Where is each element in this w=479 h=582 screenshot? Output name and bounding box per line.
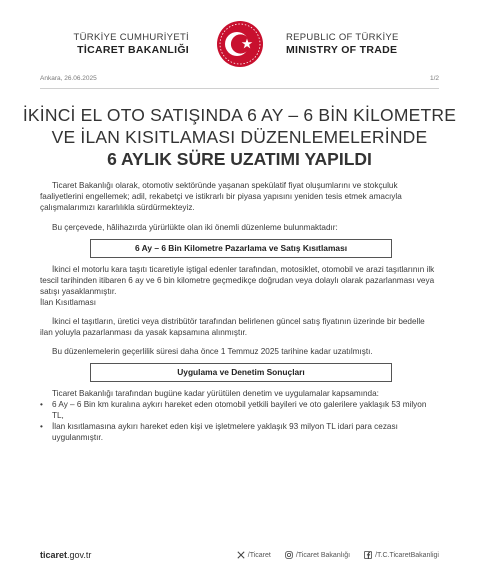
list-item	[40, 421, 439, 443]
social-links	[237, 551, 439, 559]
instagram-icon	[285, 551, 293, 559]
instagram-link[interactable]	[285, 551, 350, 559]
website-link[interactable]	[40, 550, 91, 560]
section-heading-restriction: 6 Ay – 6 Bin Kilometre Pazarlama ve Satış Kısıtlaması	[90, 239, 392, 258]
section-heading-enforcement: Uygulama ve Denetim Sonuçları	[90, 363, 392, 382]
page-number: 1/2	[429, 75, 439, 82]
document-meta	[40, 75, 439, 87]
letterhead-english	[286, 32, 399, 57]
facebook-icon	[364, 551, 372, 559]
crescent-star-emblem-icon	[216, 20, 264, 68]
enforcement-intro: Ticaret Bakanlığı tarafından bugüne kadar yürütülen denetim ve uygulamalar kapsamında:	[52, 389, 379, 398]
footer	[40, 548, 439, 564]
title-line-3: 6 AYLIK SÜRE UZATIMI YAPILDI	[107, 149, 372, 169]
header-divider	[40, 88, 439, 89]
website-domain-bold: ticaret	[40, 550, 68, 560]
ad-restriction-subheading: İlan Kısıtlaması	[40, 298, 96, 307]
letterhead	[0, 18, 479, 74]
bullet-text: 6 Ay – 6 Bin km kuralına aykırı hareket eden otomobil yetkili bayileri ve oto galerilere yaklaşık 53 milyon TL,	[52, 400, 427, 420]
bullet-text: İlan kısıtlamasına aykırı hareket eden kişi ve işletmelere yaklaşık 93 milyon TL idari para cezası uygulanmıştır.	[52, 422, 398, 442]
regulations-intro: Bu çerçevede, hâlihazırda yürürlükte olan iki önemli düzenleme bulunmaktadır:	[52, 223, 338, 232]
ministry-name-en: MINISTRY OF TRADE	[286, 44, 398, 56]
x-handle: /Ticaret	[247, 551, 271, 559]
ministry-name-tr: TİCARET BAKANLIĞI	[77, 44, 189, 56]
ad-restriction-paragraph: İkinci el taşıtların, üretici veya distribütör tarafından belirlenen güncel satış fiyatının üzerinde bir bedelle ilan yoluyla pazarlanması da yasak kapsamına alınmıştır.	[40, 317, 425, 337]
validity-paragraph: Bu düzenlemelerin geçerlilik süresi daha önce 1 Temmuz 2025 tarihine kadar uzatılmıştı.	[52, 347, 373, 356]
document-date: Ankara, 26.06.2025	[40, 75, 97, 82]
restriction-paragraph: İkinci el motorlu kara taşıtı ticaretiyle iştigal edenler tarafından, motosiklet, otomobil ve arazi taşıtlarının ilk tescil tarihinden itibaren 6 ay ve 6 bin kilometre geçmedikçe doğrudan veya dolaylı olarak pazarlanması veya satışı yasaklanmıştır.	[40, 265, 435, 296]
facebook-handle: /T.C.TicaretBakanligi	[375, 551, 439, 559]
bullet-icon: •	[40, 400, 43, 409]
letterhead-turkish	[74, 32, 189, 57]
title-line-2: VE İLAN KISITLAMASI DÜZENLEMELERİNDE	[51, 127, 428, 147]
intro-paragraph: Ticaret Bakanlığı olarak, otomotiv sektöründe yaşanan spekülatif fiyat oluşumlarını ve stokçuluk faaliyetlerini engellemek; adil, rekabetçi ve istikrarlı bir piyasa yapısını yeniden tesis etmek amacıyla çalışmalarımızı kararlılıkla sürdürmekteyiz.	[40, 181, 402, 212]
website-domain-rest: .gov.tr	[67, 550, 92, 560]
title-line-1: İKİNCİ EL OTO SATIŞINDA 6 AY – 6 BİN KİLOMETRE	[22, 105, 457, 125]
bullet-icon: •	[40, 422, 43, 431]
list-item	[40, 399, 439, 421]
republic-name-tr: TÜRKİYE CUMHURİYETİ	[73, 32, 189, 43]
x-logo-icon	[237, 551, 245, 559]
republic-name-en: REPUBLIC OF TÜRKİYE	[286, 32, 399, 43]
facebook-link[interactable]	[364, 551, 439, 559]
press-release-title	[20, 104, 459, 170]
press-release-body	[40, 180, 439, 443]
x-link[interactable]	[237, 551, 271, 559]
instagram-handle: /Ticaret Bakanlığı	[295, 551, 351, 559]
